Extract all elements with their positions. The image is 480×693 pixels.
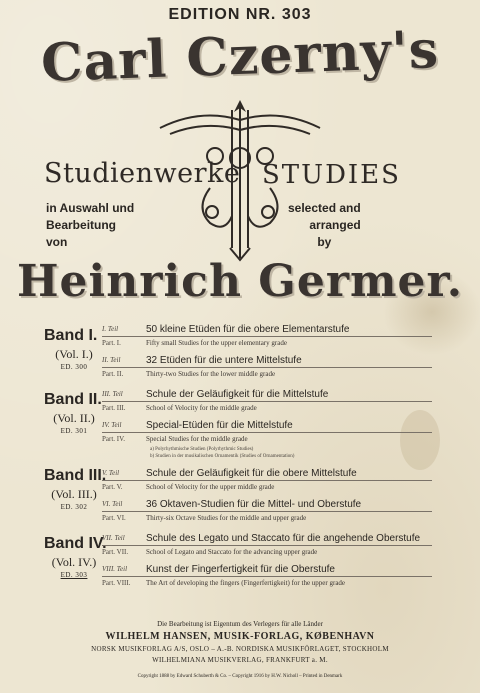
title-german-item: 36 Oktaven-Studien für die Mittel- und Oberstufe	[146, 499, 362, 510]
band-2-label	[44, 391, 104, 435]
band-volume: (Vol. IV.)	[51, 555, 97, 569]
part-tag: Part. II.	[102, 370, 124, 378]
list-item	[102, 563, 432, 577]
subtitle-german-line-1: in Auswahl und	[46, 201, 135, 215]
part-tag: Part. VI.	[102, 514, 126, 522]
part-tag: VII. Teil	[102, 534, 125, 542]
title-german-item: 32 Etüden für die untere Mittelstufe	[146, 355, 302, 366]
band-name: Band III.	[44, 467, 107, 484]
list-item	[102, 546, 432, 559]
list-item	[102, 577, 432, 590]
list-item	[102, 481, 432, 494]
title-english-item: The Art of developing the fingers (Fingerfertigkeit) for the upper grade	[146, 579, 346, 587]
list-item	[102, 323, 432, 337]
subtitle-english-line-1: selected and	[288, 201, 361, 215]
band-edition: ED. 302	[60, 503, 88, 511]
part-tag: Part. III.	[102, 404, 126, 412]
list-item	[102, 337, 432, 350]
band-4-label	[44, 535, 107, 579]
title-german-item: Schule des Legato und Staccato für die angehende Oberstufe	[146, 533, 421, 544]
part-tag: V. Teil	[102, 469, 120, 477]
band-name: Band IV.	[44, 535, 107, 552]
band-volume: (Vol. II.)	[53, 411, 95, 425]
band-edition: ED. 301	[60, 427, 88, 435]
list-item	[102, 354, 432, 368]
band-volume: (Vol. I.)	[55, 347, 93, 361]
part-tag: IV. Teil	[102, 421, 122, 429]
band-3-label	[44, 467, 107, 511]
band-volume: (Vol. III.)	[51, 487, 97, 501]
list-item	[102, 498, 432, 512]
footnote-b: b) Studien in der musikalischen Ornamentik (Studies of Ornamentation)	[150, 454, 295, 459]
title-english-item: School of Legato and Staccato for the advancing upper grade	[146, 548, 318, 556]
part-tag: Part. IV.	[102, 435, 126, 443]
title-english-item: Special Studies for the middle grade	[146, 435, 248, 443]
footnote-a: a) Polyrhythmische Studien (Polyrhythmic Studies)	[150, 447, 254, 452]
distributor-frankfurt: WILHELMIANA MUSIKVERLAG, FRANKFURT a. M.	[152, 656, 328, 664]
title-english-item: School of Velocity for the upper middle grade	[146, 483, 275, 491]
title-german: Studienwerke	[44, 158, 241, 189]
band-1-label	[44, 327, 104, 371]
part-tag: Part. V.	[102, 483, 123, 491]
band-name: Band I.	[44, 327, 98, 344]
list-item	[102, 419, 432, 433]
copyright-line: Copyright 1888 by Edward Schuberth & Co. – Copyright 1916 by H.W. Nicholl – Printed in Denmark	[137, 674, 343, 679]
title-english-item: School of Velocity for the middle grade	[146, 404, 257, 412]
band-4-contents	[102, 532, 432, 590]
part-tag: VI. Teil	[102, 500, 123, 508]
part-tag: Part. VIII.	[102, 579, 131, 587]
title-english-item: Thirty-six Octave Studies for the middle and upper grade	[146, 514, 307, 522]
title-german-item: Schule der Geläufigkeit für die Mittelstufe	[146, 389, 329, 400]
part-tag: II. Teil	[102, 356, 121, 364]
band-2-contents	[102, 388, 432, 460]
composer-title: Carl Czerny's	[40, 19, 440, 94]
band-name: Band II.	[44, 391, 102, 408]
band-3-contents	[102, 467, 432, 525]
subtitle-german-line-3: von	[46, 235, 68, 249]
title-english-item: Fifty small Studies for the upper elementary grade	[146, 339, 287, 347]
band-1-contents	[102, 323, 432, 381]
part-tag: Part. I.	[102, 339, 121, 347]
list-item	[102, 388, 432, 402]
list-item	[102, 368, 432, 381]
edition-number: EDITION NR. 303	[168, 6, 312, 23]
part-tag: III. Teil	[102, 390, 123, 398]
list-item	[102, 467, 432, 481]
subtitle-english-line-3: by	[317, 235, 332, 249]
title-german-item: 50 kleine Etüden für die obere Elementarstufe	[146, 324, 350, 335]
title-english-item: Thirty-two Studies for the lower middle grade	[146, 370, 276, 378]
publisher-name: WILHELM HANSEN, MUSIK-FORLAG, KØBENHAVN	[105, 631, 375, 642]
title-german-item: Special-Etüden für die Mittelstufe	[146, 420, 293, 431]
subtitle-english	[288, 200, 361, 251]
subtitle-english-line-2: arranged	[309, 218, 361, 232]
subtitle-german	[46, 200, 134, 251]
arranger-name: Heinrich Germer.	[16, 256, 464, 307]
title-german-item: Schule der Geläufigkeit für die obere Mittelstufe	[146, 468, 357, 479]
rights-notice: Die Bearbeitung ist Eigentum des Verlegers für alle Länder	[157, 620, 323, 628]
band-edition: ED. 300	[60, 363, 88, 371]
title-english: STUDIES	[262, 160, 401, 190]
title-german-item: Kunst der Fingerfertigkeit für die Oberstufe	[146, 564, 335, 575]
band-edition: ED. 303	[60, 571, 88, 579]
part-tag: VIII. Teil	[102, 565, 128, 573]
list-item	[102, 402, 432, 415]
list-item	[102, 433, 432, 446]
part-tag: Part. VII.	[102, 548, 129, 556]
subtitle-german-line-2: Bearbeitung	[46, 218, 117, 232]
list-item	[102, 532, 432, 546]
part-tag: I. Teil	[102, 325, 119, 333]
list-item	[102, 512, 432, 525]
distributors-line: NORSK MUSIKFORLAG A/S, OSLO – A.-B. NORDISKA MUSIKFÖRLAGET, STOCKHOLM	[91, 645, 389, 653]
